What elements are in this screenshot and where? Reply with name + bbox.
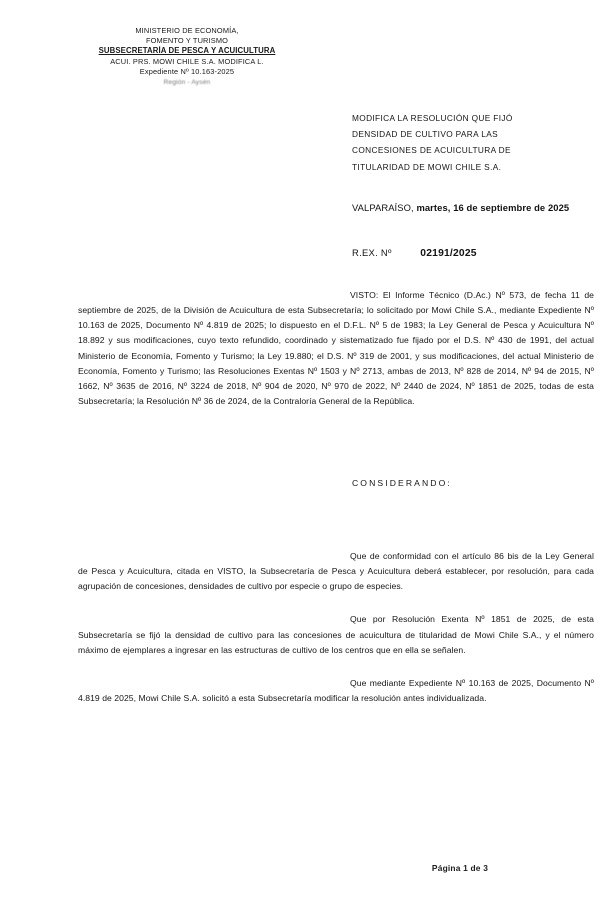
file-reference-line: ACUI. PRS. MOWI CHILE S.A. MODIFICA L. <box>110 57 264 67</box>
subsecretaria-line: SUBSECRETARÍA DE PESCA Y ACUICULTURA <box>98 46 276 56</box>
visto-paragraph <box>78 288 594 409</box>
title-line-1: MODIFICA LA RESOLUCIÓN QUE FIJÓ <box>352 113 513 123</box>
ministry-line-2: FOMENTO Y TURISMO <box>145 36 229 46</box>
dateline <box>352 202 569 213</box>
considerando-paragraph-2 <box>78 612 594 657</box>
region-line: Región - Aysén <box>163 78 211 86</box>
visto-lead: VISTO: El Informe Técnico (D.Ac.) Nº 573, de <box>350 290 541 300</box>
considerando-paragraph-3 <box>78 676 594 706</box>
resolution-label: R.EX. Nº <box>352 247 392 258</box>
title-line-4: TITULARIDAD DE MOWI CHILE S.A. <box>352 161 502 172</box>
page-footer <box>0 858 600 876</box>
title-line-2: DENSIDAD DE CULTIVO PARA LAS <box>352 129 498 140</box>
resolution-number: 02191/2025 <box>420 248 477 259</box>
considerando-1-body: de la Ley General de Pesca y Acuicultura, citada en VISTO, la Subsecretaría de Pesca y Acuicultura deberá establecer, por resolución, para cada agrupación de concesiones, densidades de cultivo por especie o grupo de especies. <box>78 551 594 592</box>
page-indicator: Página 1 de 3 <box>431 863 489 873</box>
title-line-3: CONCESIONES DE ACUICULTURA DE <box>352 145 511 156</box>
document-header <box>62 26 312 87</box>
considerando-2-lead: Que por Resolución Exenta Nº 1851 de <box>350 614 527 625</box>
considerando-heading: CONSIDERANDO: <box>352 478 452 488</box>
dateline-date: martes, 16 de septiembre de 2025 <box>416 202 570 213</box>
considerando-gap <box>78 431 594 549</box>
considerando-3-lead: Que mediante Expediente Nº 10.163 de <box>350 677 509 688</box>
considerando-3-body: 2025, Documento Nº 4.819 de 2025, Mowi Chile S.A. solicitó a esta Subsecretaría modificar la resolución antes individualizada. <box>78 677 594 703</box>
subject-title-block <box>352 110 590 175</box>
dateline-city: VALPARAÍSO, <box>352 202 414 213</box>
visto-body: fecha 11 de septiembre de 2025, de la División de Acuicultura de esta Subsecretaría; lo solicitado por Mowi Chile S.A., mediante Expediente Nº 10.163 de 2025, Documento Nº 4.819 de 2025; lo dispuesto en el D.F.L. Nº 5 de 1983; la Ley General de Pesca y Acuicultura Nº 18.892 y sus modificaciones, cuyo texto refundido, coordinado y sistematizado fue fijado por el D.S. Nº 430 de 1991, del actual Ministerio de Economía, Fomento y Turismo; la Ley 19.880; el D.S. Nº 319 de 2001, y sus modificaciones, del actual Ministerio de Economía, Fomento y Turismo; las Resoluciones Exentas Nº 1503 y Nº 2713, ambas de 2013, Nº 828 de 2014, Nº 94 de 2015, Nº 1662, Nº 3635 de 2016, Nº 3224 de 2018, Nº 904 de 2020, Nº 970 de 2022, Nº 2440 de 2024, Nº 1851 de 2025, todas de esta Subsecretaría; la Resolución Nº 36 de 2024, de la Contraloría General de la República. <box>78 290 594 406</box>
resolution-number-line <box>352 247 477 259</box>
expediente-line: Expediente Nº 10.163-2025 <box>139 67 235 77</box>
considerando-paragraph-1 <box>78 549 594 594</box>
considerando-1-lead: Que de conformidad con el artículo 86 bis <box>350 551 519 561</box>
document-body <box>78 288 594 724</box>
ministry-line-1: MINISTERIO DE ECONOMÍA, <box>135 26 239 35</box>
considerando-2-body: 2025, de esta Subsecretaría se fijó la densidad de cultivo para las concesiones de acuicultura de titularidad de Mowi Chile S.A., y el número máximo de ejemplares a ingresar en las estructuras de cultivo de los centros que en ella se señalen. <box>78 614 594 655</box>
